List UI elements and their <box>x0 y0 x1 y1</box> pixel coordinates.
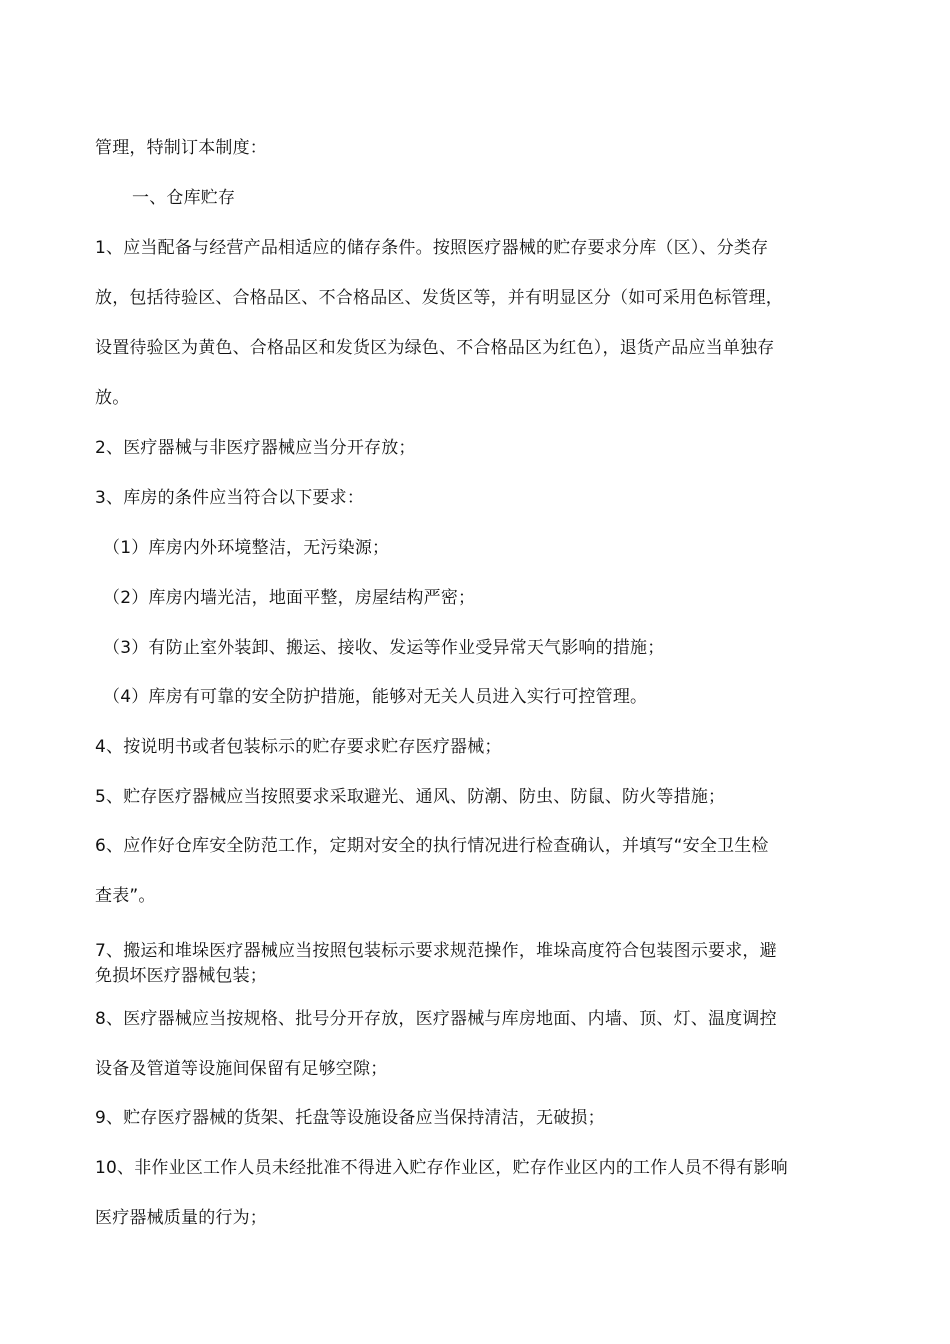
paragraph-line: 2、医疗器械与非医疗器械应当分开存放； <box>95 438 416 458</box>
paragraph-line: 放。 <box>95 388 130 408</box>
paragraph-line: 放，包括待验区、合格品区、不合格品区、发货区等，并有明显区分（如可采用色标管理， <box>95 288 783 308</box>
paragraph-line: 10、非作业区工作人员未经批准不得进入贮存作业区，贮存作业区内的工作人员不得有影响 <box>95 1158 788 1178</box>
paragraph-line: 设备及管道等设施间保留有足够空隙； <box>95 1059 388 1079</box>
intro-line: 管理，特制订本制度： <box>95 138 267 158</box>
paragraph-line: 6、应作好仓库安全防范工作，定期对安全的执行情况进行检查确认，并填写“安全卫生检 <box>95 836 769 856</box>
paragraph-line: 4、按说明书或者包装标示的贮存要求贮存医疗器械； <box>95 737 502 757</box>
paragraph-line: 设置待验区为黄色、合格品区和发货区为绿色、不合格品区为红色），退货产品应当单独存 <box>95 338 775 358</box>
paragraph-line: 1、应当配备与经营产品相适应的储存条件。按照医疗器械的贮存要求分库（区）、分类存 <box>95 238 769 258</box>
sub-item-line: （2）库房内墙光洁，地面平整，房屋结构严密； <box>103 588 476 608</box>
paragraph-line: 免损坏医疗器械包装； <box>95 966 267 986</box>
paragraph-line: 3、库房的条件应当符合以下要求： <box>95 488 365 508</box>
paragraph-line: 7、搬运和堆垛医疗器械应当按照包装标示要求规范操作，堆垛高度符合包装图示要求，避 <box>95 941 777 961</box>
paragraph-line: 查表”。 <box>95 886 156 906</box>
section-heading: 一、仓库贮存 <box>132 188 236 208</box>
paragraph-line: 5、贮存医疗器械应当按照要求采取避光、通风、防潮、防虫、防鼠、防火等措施； <box>95 787 726 807</box>
sub-item-line: （3）有防止室外装卸、搬运、接收、发运等作业受异常天气影响的措施； <box>103 638 665 658</box>
paragraph-line: 9、贮存医疗器械的货架、托盘等设施设备应当保持清洁，无破损； <box>95 1108 605 1128</box>
sub-item-line: （1）库房内外环境整洁，无污染源； <box>103 538 390 558</box>
paragraph-line: 8、医疗器械应当按规格、批号分开存放，医疗器械与库房地面、内墙、顶、灯、温度调控 <box>95 1009 777 1029</box>
sub-item-line: （4）库房有可靠的安全防护措施，能够对无关人员进入实行可控管理。 <box>103 687 648 707</box>
paragraph-line: 医疗器械质量的行为； <box>95 1208 267 1228</box>
